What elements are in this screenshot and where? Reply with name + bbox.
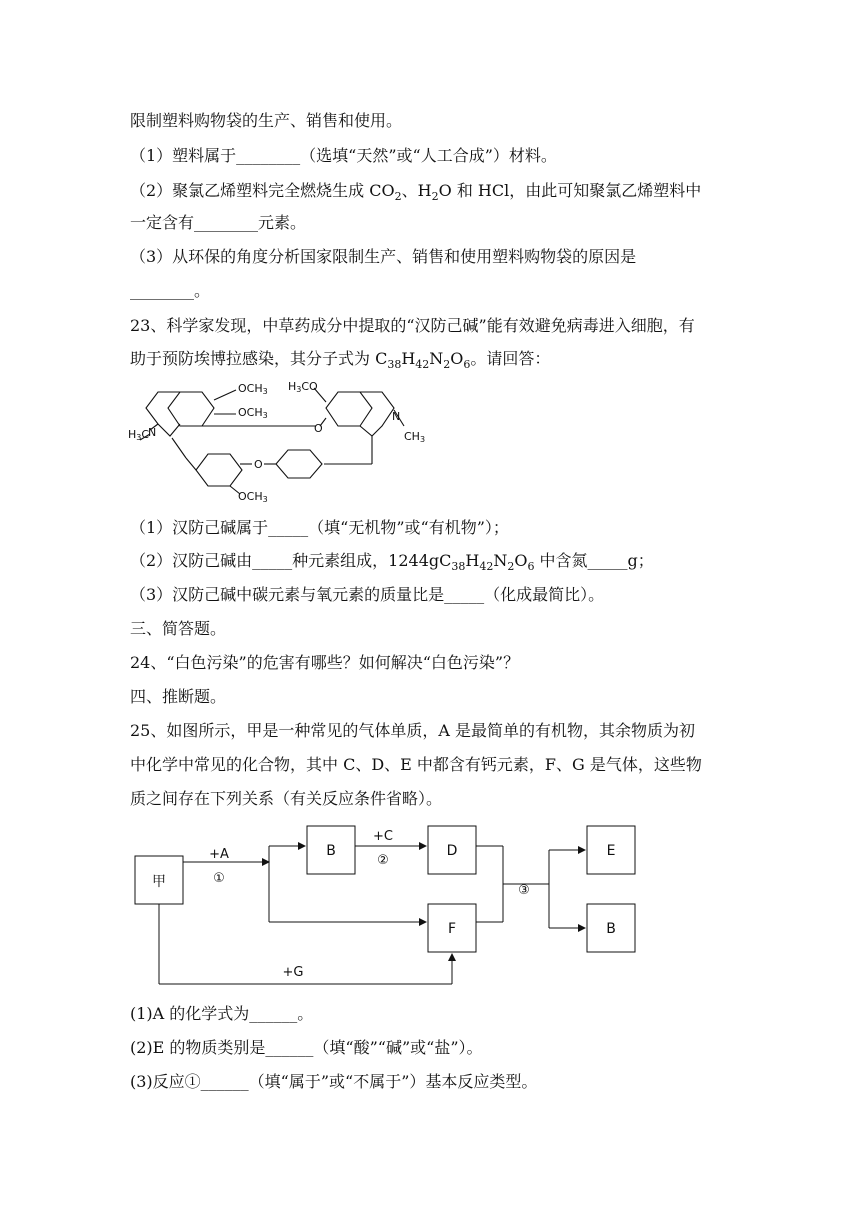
svg-text:N: N xyxy=(148,426,157,439)
question-24: 24、“白色污染”的危害有哪些？如何解决“白色污染”？ xyxy=(130,653,520,672)
text-line: 质之间存在下列关系（有关反应条件省略）。 xyxy=(130,789,443,808)
question-25-2: (2)E 的物质类别是______（填“酸”“碱”或“盐”）。 xyxy=(130,1038,483,1057)
text-line: 一定含有________元素。 xyxy=(130,213,307,232)
question-22-2: （2）聚氯乙烯塑料完全燃烧生成 $CO_2$、$H_2O$ 和 HCl，由此可知聚氯乙烯塑料中 xyxy=(130,181,702,204)
text-line: 中化学中常见的化合物，其中 C、D、E 中都含有钙元素，F、G 是气体，这些物 xyxy=(130,755,702,774)
svg-text:O: O xyxy=(254,458,263,471)
question-25-3: (3)反应①______（填“属于”或“不属于”）基本反应类型。 xyxy=(130,1072,538,1091)
svg-text:OCH3: OCH3 xyxy=(238,490,268,504)
label-jia: 甲 xyxy=(152,874,166,890)
label-step-3: ③ xyxy=(518,883,530,898)
label-step-2: ② xyxy=(377,853,389,868)
section-heading: 三、简答题。 xyxy=(130,619,227,638)
question-25-1: (1)A 的化学式为______。 xyxy=(130,1004,314,1023)
svg-text:O: O xyxy=(314,422,323,435)
label-d: D xyxy=(446,843,458,859)
svg-text:OCH3: OCH3 xyxy=(238,382,268,396)
label-b: B xyxy=(326,843,336,859)
question-23-1: （1）汉防己碱属于_____（填“无机物”或“有机物”）； xyxy=(130,518,509,537)
text-line: 助于预防埃博拉感染，其分子式为 $C_{38}H_{42}N_2O_6$。请回答： xyxy=(130,349,551,372)
svg-text:N: N xyxy=(392,410,401,423)
question-23: 23、科学家发现，中草药成分中提取的“汉防己碱”能有效避免病毒进入细胞，有 xyxy=(130,316,695,335)
label-plus-a: +A xyxy=(209,847,229,862)
left-benzene-ring xyxy=(168,392,214,426)
question-22-1: （1）塑料属于________（选填“天然”或“人工合成”）材料。 xyxy=(130,146,557,165)
label-step-1: ① xyxy=(213,871,225,886)
svg-text:H3CO: H3CO xyxy=(288,380,318,394)
svg-text:OCH3: OCH3 xyxy=(238,406,268,420)
molecular-structure xyxy=(128,378,448,508)
section-heading: 四、推断题。 xyxy=(130,687,227,706)
label-plus-c: +C xyxy=(373,829,393,844)
question-25: 25、如图所示，甲是一种常见的气体单质，A 是最简单的有机物，其余物质为初 xyxy=(130,721,696,740)
label-e: E xyxy=(606,843,616,859)
text-line: ________。 xyxy=(130,281,211,300)
svg-text:H3C: H3C xyxy=(128,428,150,442)
right-benzene-ring xyxy=(326,392,372,426)
question-22-3: （3）从环保的角度分析国家限制生产、销售和使用塑料购物袋的原因是 xyxy=(130,247,637,266)
bottom-left-benzene-ring xyxy=(196,454,242,486)
text-line: 限制塑料购物袋的生产、销售和使用。 xyxy=(130,111,403,130)
reaction-flow-diagram xyxy=(125,818,645,993)
question-23-2: （2）汉防己碱由_____种元素组成，$1244gC_{38}H_{42}N_2O_6$ 中含氮_____g； xyxy=(130,551,654,574)
question-23-3: （3）汉防己碱中碳元素与氧元素的质量比是_____（化成最简比）。 xyxy=(130,585,605,604)
label-b-2: B xyxy=(606,921,616,937)
label-plus-g: +G xyxy=(282,965,304,980)
svg-text:CH3: CH3 xyxy=(404,430,426,444)
label-f: F xyxy=(447,921,457,937)
middle-benzene-ring xyxy=(276,450,322,478)
